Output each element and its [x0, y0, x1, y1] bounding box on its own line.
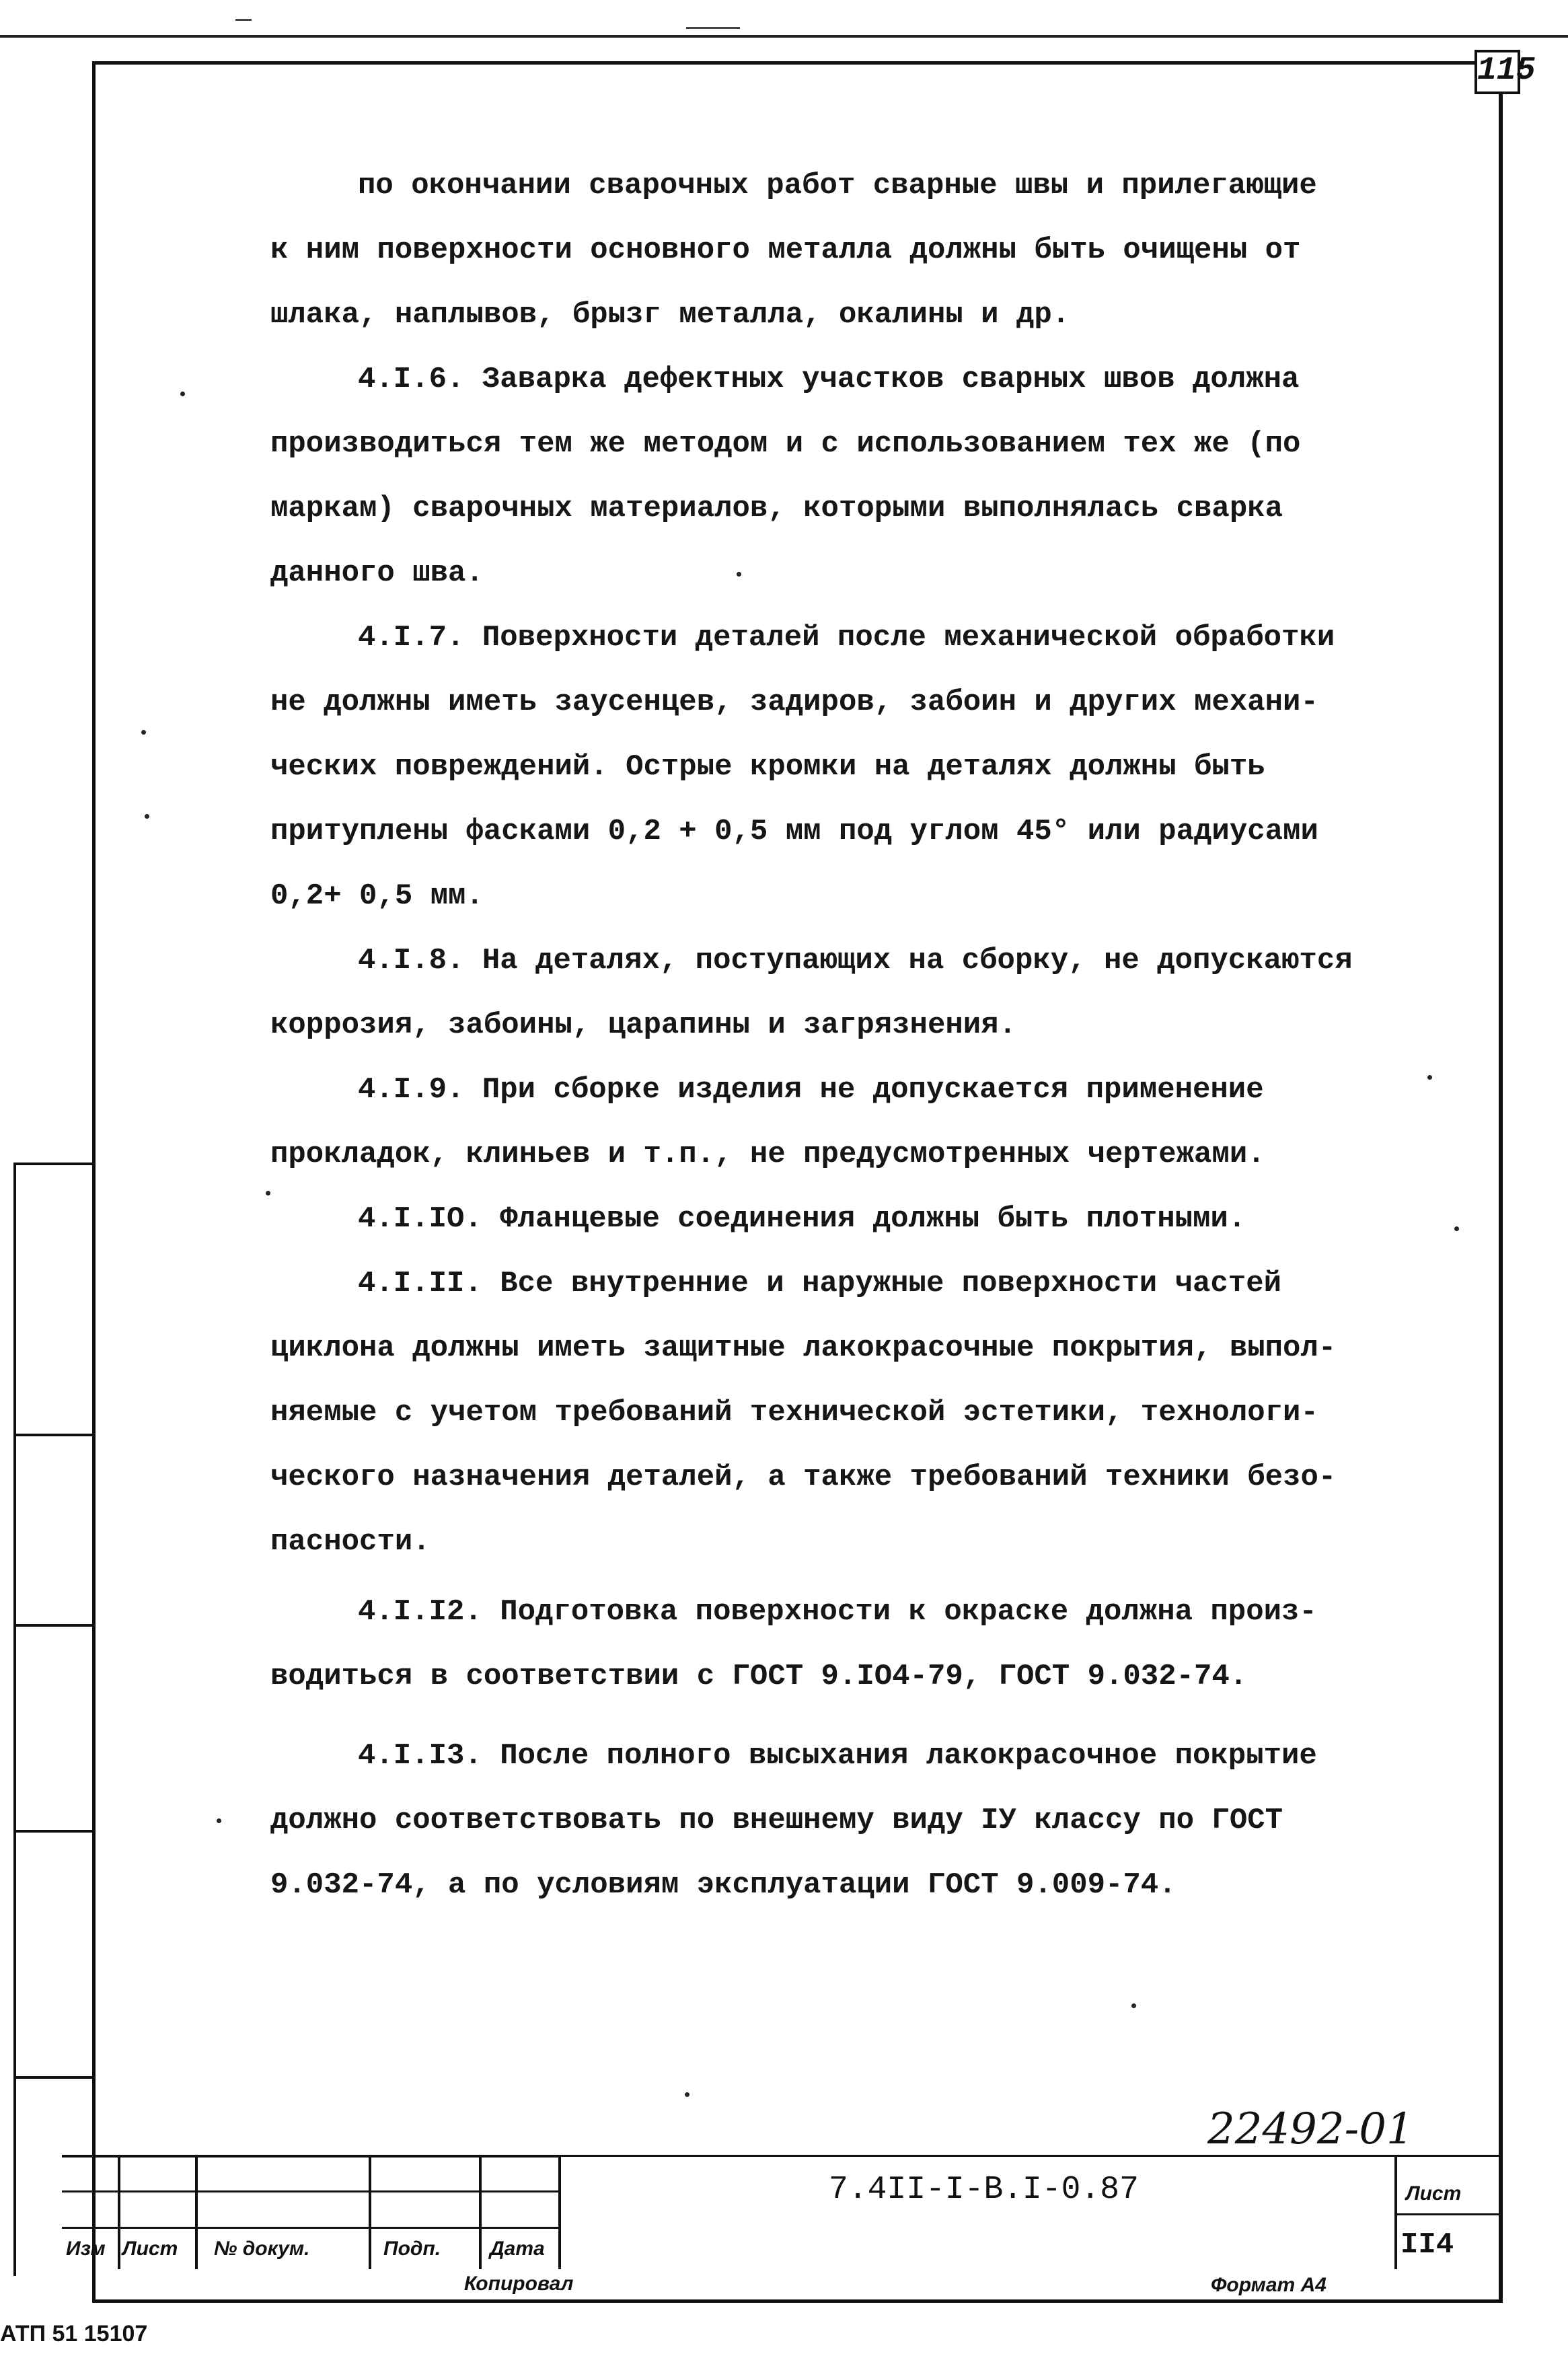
- document-code: 7.4II-I-B.I-0.87: [829, 2172, 1139, 2208]
- column-signature: Подп.: [383, 2238, 441, 2260]
- column-date: Дата: [490, 2238, 545, 2260]
- title-block-rule: [118, 2155, 120, 2269]
- top-border-line: [0, 35, 1568, 38]
- document-body: [270, 153, 1468, 1917]
- text-line: данного шва.: [270, 556, 484, 590]
- text-line: по окончании сварочных работ сварные швы и прилегающие: [358, 169, 1317, 202]
- paragraph-4-1-10: [270, 1187, 1468, 1251]
- binding-strip-divider: [13, 1163, 92, 1165]
- title-block-rule: [479, 2155, 482, 2269]
- binding-strip-divider: [13, 1624, 92, 1627]
- text-line: прокладок, клиньев и т.п., не предусмотренных чертежами.: [270, 1138, 1265, 1171]
- text-line: должно соответствовать по внешнему виду IУ классу по ГОСТ: [270, 1804, 1283, 1837]
- paragraph-4-1-8: [270, 928, 1468, 1058]
- scan-dot: [145, 814, 149, 819]
- paragraph-4-1-7: [270, 605, 1468, 928]
- scan-dot: [266, 1191, 270, 1195]
- text-line: притуплены фасками 0,2 + 0,5 мм под углом 45° или радиусами: [270, 815, 1318, 848]
- paragraph-4-1-9: [270, 1058, 1468, 1187]
- text-line: няемые с учетом требований технической эстетики, технологи-: [270, 1396, 1318, 1430]
- text-line: 4.I.I3. После полного высыхания лакокрасочное покрытие: [358, 1739, 1317, 1773]
- scan-dot: [737, 572, 741, 577]
- text-line: ческого назначения деталей, а также требований техники безо-: [270, 1461, 1337, 1494]
- text-line: 4.I.IO. Фланцевые соединения должны быть плотными.: [358, 1202, 1246, 1236]
- inventory-number: 22492-01: [1207, 2104, 1414, 2154]
- binding-strip-divider: [13, 2076, 92, 2079]
- scan-dot: [1131, 2003, 1136, 2008]
- sheet-number: II4: [1401, 2228, 1454, 2262]
- title-block-rule: [558, 2155, 561, 2269]
- scan-dot: [685, 2092, 689, 2097]
- paragraph-4-1-13: [270, 1724, 1468, 1917]
- binding-strip-divider: [13, 1434, 92, 1436]
- paragraph-4-1-6: [270, 347, 1468, 605]
- text-line: циклона должны иметь защитные лакокрасочные покрытия, выпол-: [270, 1331, 1337, 1365]
- scan-mark: [686, 27, 740, 29]
- scan-dot: [217, 1818, 221, 1823]
- text-line: производиться тем же методом и с использованием тех же (по: [270, 427, 1301, 461]
- title-block-rule: [62, 2227, 560, 2229]
- paragraph: [270, 218, 1468, 347]
- scan-mark: [235, 19, 252, 21]
- text-line: пасности.: [270, 1525, 431, 1559]
- binding-strip: [13, 1163, 16, 2276]
- title-block-rule: [62, 2155, 1503, 2157]
- copied-label: Копировал: [464, 2273, 574, 2295]
- text-line: маркам) сварочных материалов, которыми выполнялась сварка: [270, 492, 1283, 525]
- column-doc-number: № докум.: [214, 2238, 310, 2260]
- text-line: водиться в соответствии с ГОСТ 9.IO4-79, ГОСТ 9.032-74.: [270, 1660, 1248, 1693]
- title-block-rule: [1394, 2155, 1397, 2269]
- binding-strip-divider: [13, 1830, 92, 1833]
- text-line: 4.I.I2. Подготовка поверхности к окраске должна произ-: [358, 1595, 1317, 1629]
- title-block-rule: [195, 2155, 198, 2269]
- scan-dot: [1427, 1075, 1432, 1080]
- text-line: 9.032-74, а по условиям эксплуатации ГОСТ 9.009-74.: [270, 1868, 1177, 1902]
- text-line: 4.I.6. Заварка дефектных участков сварных швов должна: [358, 363, 1300, 396]
- paragraph-4-1-11: [270, 1251, 1468, 1574]
- scan-dot: [180, 392, 185, 396]
- scan-dot: [141, 730, 146, 735]
- title-block-rule: [369, 2155, 371, 2269]
- text-line: 4.I.8. На деталях, поступающих на сборку, не допускаются: [358, 944, 1353, 978]
- text-line: ческих повреждений. Острые кромки на деталях должны быть: [270, 750, 1265, 784]
- paragraph: [270, 153, 1468, 218]
- text-line: 4.I.II. Все внутренние и наружные поверхности частей: [358, 1267, 1282, 1300]
- footer-stamp: АТП 51 15107: [0, 2321, 148, 2347]
- title-block-rule: [62, 2190, 560, 2192]
- text-line: не должны иметь заусенцев, задиров, забоин и других механи-: [270, 686, 1318, 719]
- paragraph-4-1-12: [270, 1580, 1468, 1709]
- text-line: шлака, наплывов, брызг металла, окалины и др.: [270, 298, 1070, 332]
- sheet-label: Лист: [1406, 2182, 1462, 2205]
- text-line: 4.I.9. При сборке изделия не допускается применение: [358, 1073, 1264, 1107]
- column-izm: Изм: [66, 2238, 106, 2260]
- page-number: 115: [1474, 50, 1520, 94]
- format-label: Формат А4: [1211, 2274, 1327, 2296]
- scan-dot: [1454, 1226, 1459, 1231]
- text-line: 4.I.7. Поверхности деталей после механической обработки: [358, 621, 1335, 655]
- title-block-rule: [1394, 2213, 1503, 2215]
- column-list: Лист: [122, 2238, 178, 2260]
- text-line: к ним поверхности основного металла должны быть очищены от: [270, 233, 1301, 267]
- text-line: 0,2+ 0,5 мм.: [270, 879, 484, 913]
- text-line: коррозия, забоины, царапины и загрязнения.: [270, 1008, 1016, 1042]
